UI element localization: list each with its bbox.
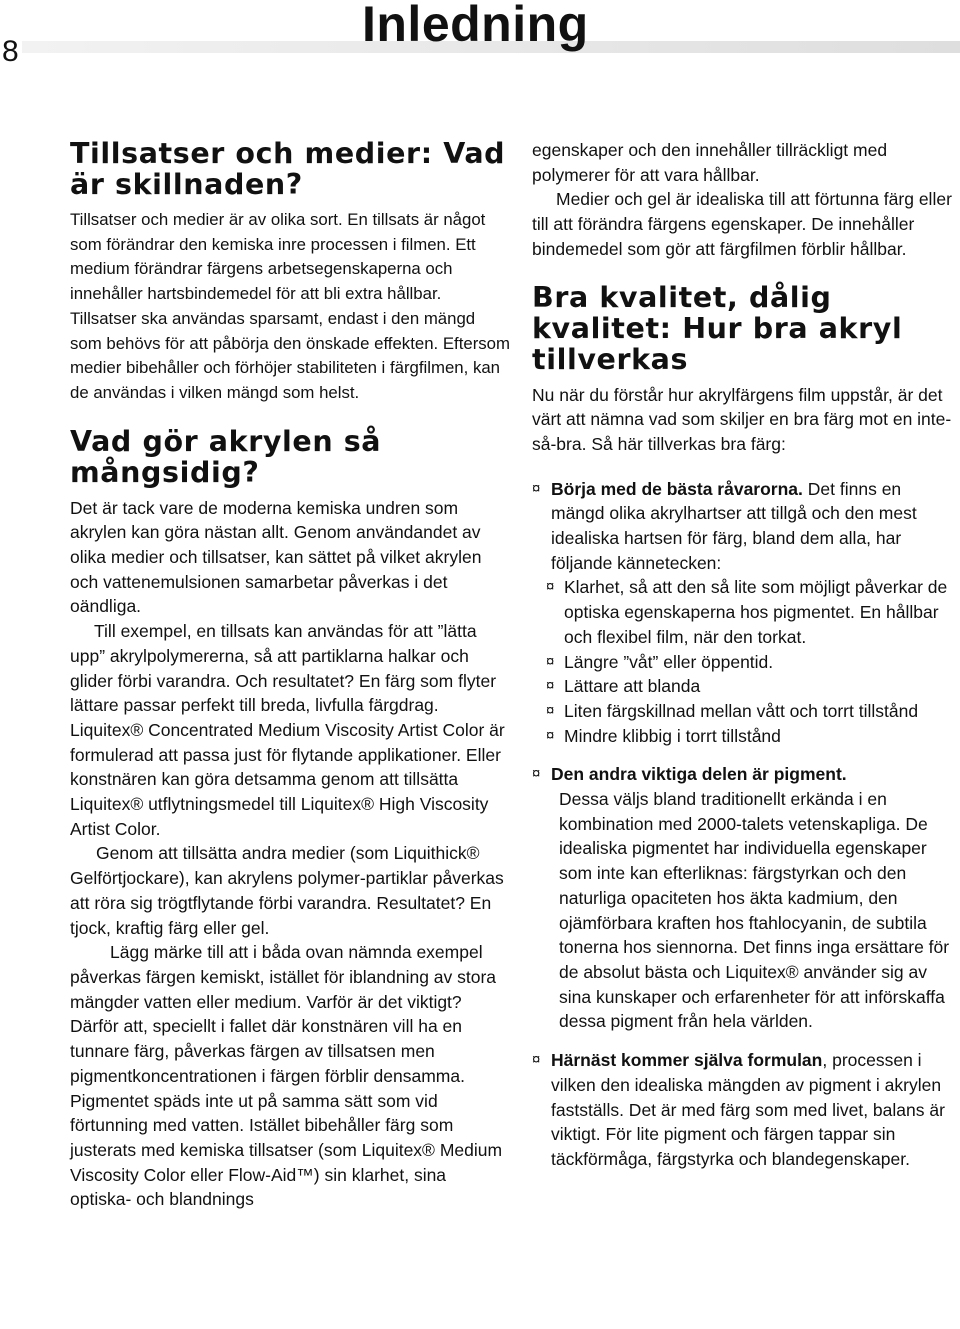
list-item-formula bbox=[532, 1048, 952, 1172]
paragraph-versatility: Det är tack vare de moderna kemiska undren som akrylen kan göra nästan allt. Genom användandet av olika medier och tillsatser, kan sättet på vilket akrylen och vattenemulsionen samarbetar påverkas i det oändliga. bbox=[70, 497, 482, 617]
bullet-icon: ¤ bbox=[532, 765, 541, 783]
sub-list-text: Mindre klibbig i torrt tillstånd bbox=[564, 725, 781, 746]
sub-list-text: Liten färgskillnad mellan vått och torrt tillstånd bbox=[564, 700, 919, 721]
paragraph-thickening: Genom att tillsätta andra medier (som Liquithick® Gelförtjockare), kan akrylens polymer-partiklar påverkas att röra sig trögtflytande förbi varandra. Resultatet? En tjock, kraftig färg eller gel. bbox=[70, 843, 504, 938]
right-column bbox=[532, 138, 952, 1172]
page-number: 8 bbox=[2, 35, 19, 68]
bullet-icon: ¤ bbox=[546, 701, 555, 719]
list-item-pigment bbox=[532, 762, 952, 1034]
paragraph-quality-intro: Nu när du förstår hur akrylfärgens film uppstår, är det värt att nämna vad som skiljer en bra färg mot en inte-så-bra. Så här tillverkas bra färg: bbox=[532, 384, 952, 454]
paragraph-chemical: Lägg märke till att i båda ovan nämnda exempel påverkas färgen kemiskt, istället för iblandning av stora mängder vatten eller medium. Varför är det viktigt? Därför att, speciellt i fallet där konstnären vill ha en tunnare färg, påverkas färgen av tillsatsen men pigmentkoncentrationen i färgen förblir densamma. Pigmentet späds inte ut på samma sätt som vid förtunning med vatten. Istället bibehåller färg som justerats med kemiska tillsatser (som Liquitex® Medium Viscosity Color eller Flow-Aid™) sin klarhet, sina optiska- och blandnings bbox=[70, 942, 503, 1210]
bullet-icon: ¤ bbox=[546, 726, 555, 744]
bullet-icon: ¤ bbox=[532, 1051, 541, 1069]
paragraph-mediums: Medier och gel är idealiska till att förtunna färg eller till att förändra färgens egenskaper. De innehåller bindemedel som gör att färgfilmen förblir hållbar. bbox=[532, 189, 952, 259]
paragraph-continued: egenskaper och den innehåller tillräckligt med polymerer för att vara hållbar. bbox=[532, 140, 888, 185]
list-item-text: , processen i vilken den idealiska mängden av pigment i akrylen fastställs. Det är med färg som med livet, balans är viktigt. För lite pigment och färgen tappar sin täckförmåga, färgstyrka och blandegenskaper. bbox=[551, 1050, 945, 1169]
list-item-text: Dessa väljs bland traditionellt erkända i en kombination med 2000-talets vetenskapliga. De idealiska pigmentet har individuella egenskaper som inte kan efterliknas: färgstyrkan och den naturliga opaciteten hos äkta kadmium, den ojämförbara kraften hos ftahlocyanin, de subtila tonerna hos siennorna. Det finns inga ersättare för de absolut bästa och Liquitex® använder sig av sina kunskaper och erfarenheter för att införskaffa dessa pigment från hela världen. bbox=[559, 789, 950, 1032]
paragraph-example: Till exempel, en tillsats kan användas för att ”lätta upp” akrylpolymererna, så att partiklarna halkar och glider förbi varandra. Och resultatet? En färg som flyter lättare passar perfekt till breda, livfulla färgdrag. Liquitex® Concentrated Medium Viscosity Artist Color är formulerad att passa just för flytande applikationer. Eller konstnären kan göra detsamma genom att tillsätta Liquitex® utflytningsmedel till Liquitex® High Viscosity Artist Color. bbox=[70, 621, 505, 839]
section-heading-versatility: Vad gör akrylen så mångsidig? bbox=[70, 424, 382, 489]
sub-list-item bbox=[532, 699, 952, 724]
chapter-title: Inledning bbox=[362, 0, 589, 52]
list-item-text: Det finns en mängd olika akrylhartser att tillgå och den mest idealiska hartsen för färg, bland dem alla, har följande kännetecken: bbox=[551, 478, 917, 573]
left-column bbox=[70, 138, 510, 1212]
sub-list-text: Klarhet, så att den så lite som möjligt påverkar de optiska egenskaperna hos pigmentet. En hållbar och flexibel film, när den torkat. bbox=[564, 577, 948, 647]
bullet-icon: ¤ bbox=[546, 677, 555, 695]
sub-list-text: Lättare att blanda bbox=[564, 676, 701, 697]
sub-list-item bbox=[532, 674, 952, 699]
list-item-heading: Den andra viktiga delen är pigment. bbox=[551, 764, 847, 785]
bullet-icon: ¤ bbox=[546, 652, 555, 670]
sub-list-item bbox=[532, 724, 952, 749]
list-item-heading: Härnäst kommer själva formulan bbox=[551, 1050, 823, 1071]
list-item-raw-materials bbox=[532, 477, 952, 576]
section-heading-quality: Bra kvalitet, dålig kvalitet: Hur bra akryl tillverkas bbox=[532, 280, 903, 376]
paragraph-additives: Tillsatser och medier är av olika sort. En tillsats är något som förändrar den kemiska inre processen i filmen. Ett medium förändrar färgens arbetsegenskaperna och innehåller hartsbindemedel för att bli extra hållbar. Tillsatser ska användas sparsamt, endast i den mängd som behövs för att påbörja den önskade effekten. Eftersom medier bibehåller och förhöjer stabiliteten i färgfilmen, kan de användas i vilken mängd som helst. bbox=[70, 210, 510, 402]
bullet-icon: ¤ bbox=[532, 479, 541, 497]
sub-list-item bbox=[532, 575, 952, 649]
list-item-heading: Börja med de bästa råvarorna. bbox=[551, 478, 803, 499]
bullet-icon: ¤ bbox=[546, 578, 555, 596]
sub-list-item bbox=[532, 650, 952, 675]
sub-list-text: Längre ”våt” eller öppentid. bbox=[564, 651, 774, 672]
section-heading-additives: Tillsatser och medier: Vad är skillnaden? bbox=[70, 137, 506, 201]
